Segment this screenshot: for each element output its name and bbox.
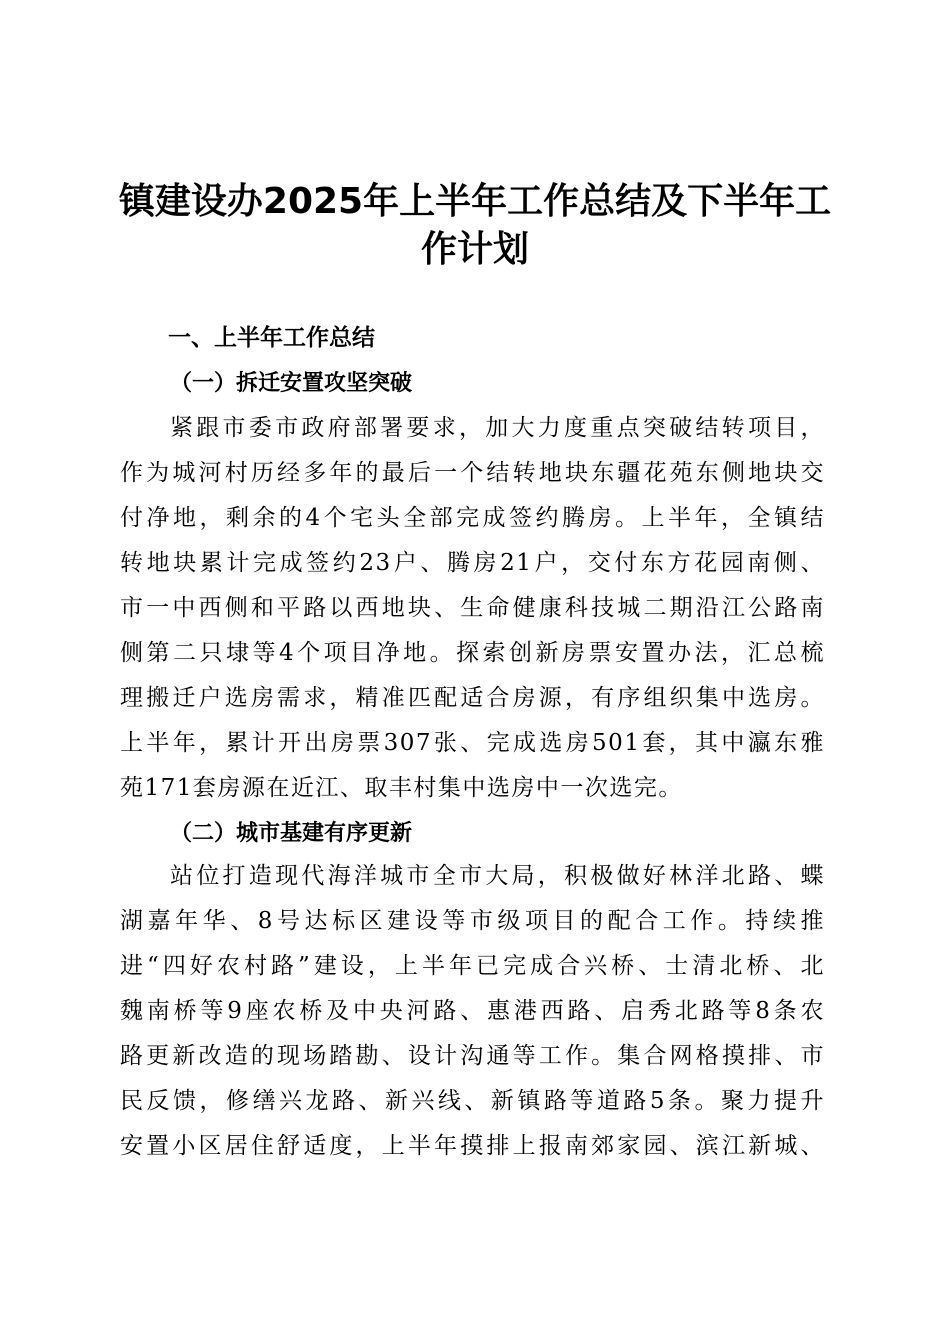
paragraph-infrastructure bbox=[120, 854, 825, 1169]
paragraph-line: 民反馈，修缮兴龙路、新兴线、新镇路等道路5条。聚力提升 bbox=[120, 1088, 825, 1114]
subsection-heading-infrastructure: （二）城市基建有序更新 bbox=[170, 821, 413, 846]
paragraph-line: 魏南桥等9座农桥及中央河路、惠港西路、启秀北路等8条农 bbox=[120, 998, 825, 1024]
paragraph-line: 紧跟市委市政府部署要求，加大力度重点突破结转项目， bbox=[170, 415, 825, 441]
paragraph-line: 安置小区居住舒适度，上半年摸排上报南郊家园、滨江新城、 bbox=[120, 1133, 825, 1159]
subsection-heading-demolition: （一）拆迁安置攻坚突破 bbox=[170, 371, 413, 396]
paragraph-line: 理搬迁户选房需求，精准匹配适合房源，有序组织集中选房。 bbox=[120, 685, 825, 711]
paragraph-line: 侧第二只埭等4个项目净地。探索创新房票安置办法，汇总梳 bbox=[120, 640, 825, 666]
paragraph-line: 湖嘉年华、8号达标区建设等市级项目的配合工作。持续推 bbox=[120, 908, 825, 934]
paragraph-demolition bbox=[120, 406, 825, 811]
paragraph-line: 作为城河村历经多年的最后一个结转地块东疆花苑东侧地块交 bbox=[120, 460, 825, 486]
paragraph-line: 进“四好农村路”建设，上半年已完成合兴桥、士清北桥、北 bbox=[120, 953, 825, 979]
paragraph-line: 转地块累计完成签约23户、腾房21户，交付东方花园南侧、 bbox=[120, 550, 825, 576]
paragraph-line: 市一中西侧和平路以西地块、生命健康科技城二期沿江公路南 bbox=[120, 595, 825, 621]
section-heading-first-half-summary: 一、上半年工作总结 bbox=[168, 325, 375, 351]
paragraph-line: 苑171套房源在近江、取丰村集中选房中一次选完。 bbox=[120, 775, 683, 801]
paragraph-line: 路更新改造的现场踏勘、设计沟通等工作。集合网格摸排、市 bbox=[120, 1043, 825, 1069]
paragraph-line: 付净地，剩余的4个宅头全部完成签约腾房。上半年，全镇结 bbox=[120, 505, 825, 531]
paragraph-line: 上半年，累计开出房票307张、完成选房501套，其中瀛东雅 bbox=[120, 730, 825, 756]
paragraph-line: 站位打造现代海洋城市全市大局，积极做好林洋北路、蝶 bbox=[170, 863, 825, 889]
document-title: 镇建设办2025年上半年工作总结及下半年工作计划 bbox=[118, 181, 832, 270]
